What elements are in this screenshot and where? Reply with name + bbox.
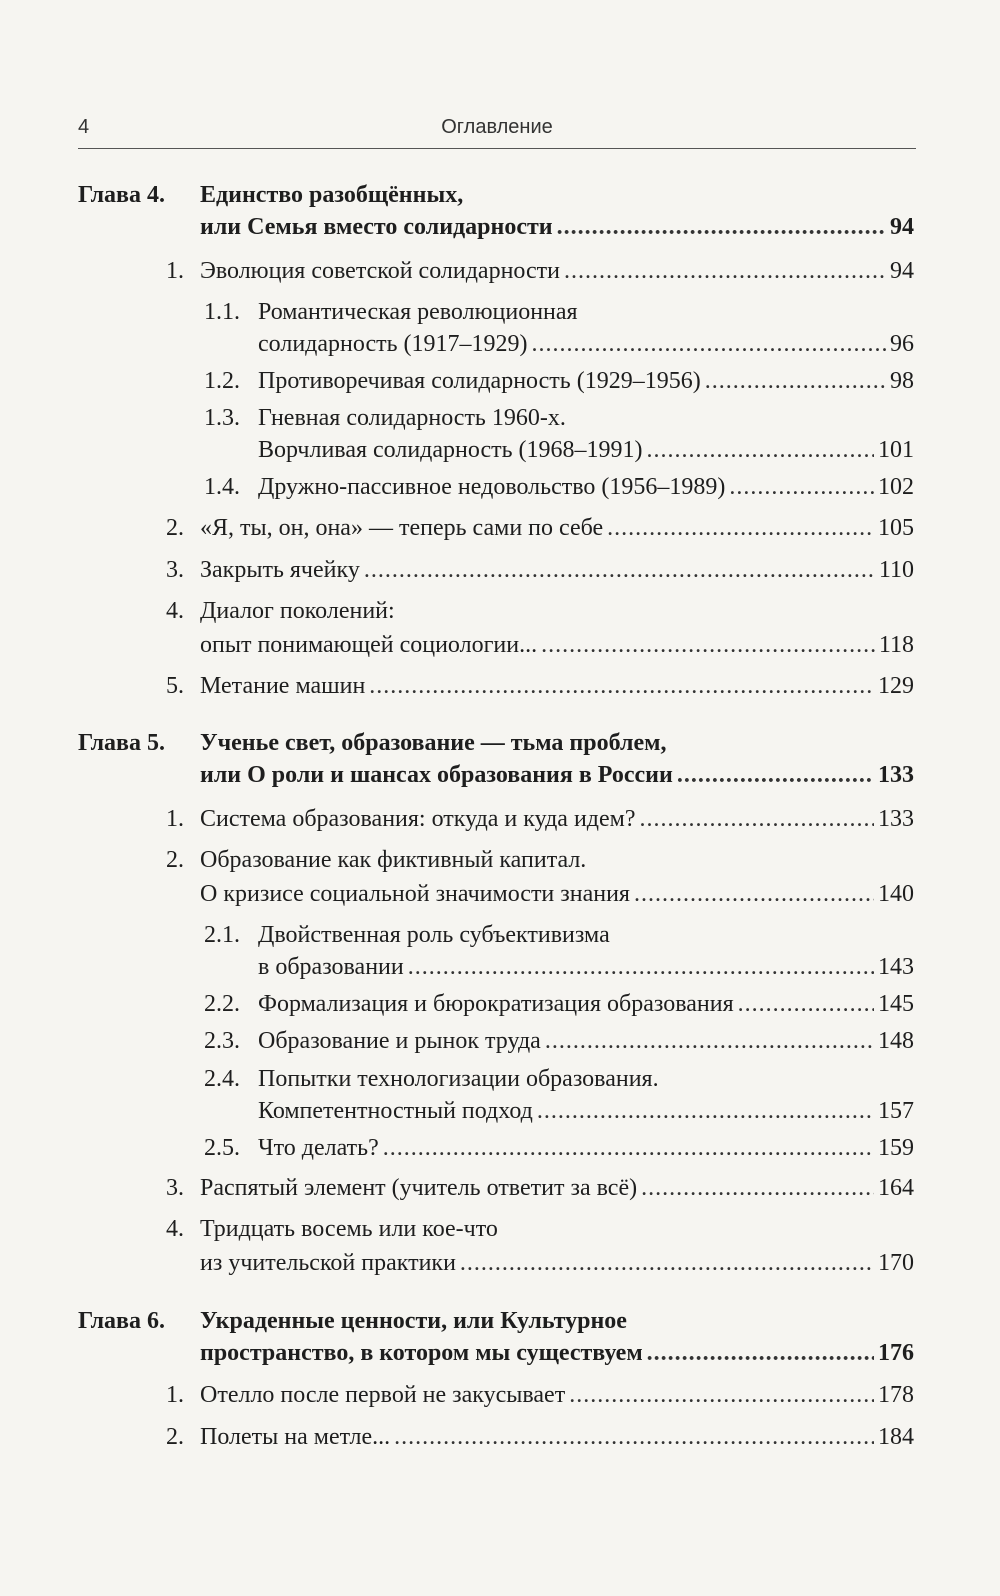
section-title: Романтическая революционная: [258, 299, 578, 325]
dot-leader: [541, 630, 875, 660]
section-title: Дружно-пассивное недовольство (1956–1989): [258, 474, 726, 500]
section-page-number: 98: [890, 368, 914, 394]
toc-subsection: [204, 920, 914, 950]
toc-entry-continued: [258, 1096, 914, 1126]
chapter-heading: [78, 728, 914, 758]
section-number: 1.: [166, 806, 184, 832]
section-title-line2: в образовании: [258, 954, 404, 980]
chapter-heading: [78, 1306, 914, 1336]
section-number: 1.: [166, 1382, 184, 1408]
toc-subsection: [204, 403, 914, 433]
section-number: 1.2.: [204, 368, 240, 394]
section-title: Попытки технологизации образования.: [258, 1066, 659, 1092]
toc-entry-continued: [200, 630, 914, 660]
section-title: Тридцать восемь или кое-что: [200, 1216, 498, 1242]
dot-leader: [545, 1026, 874, 1056]
section-page-number: 118: [878, 632, 914, 658]
section-page-number: 133: [878, 806, 914, 832]
page-number: 4: [78, 116, 90, 138]
section-page-number: 101: [878, 437, 914, 463]
section-page-number: 170: [878, 1250, 914, 1276]
dot-leader: [705, 366, 886, 396]
section-number: 1.4.: [204, 474, 240, 500]
toc-subsection: [204, 366, 914, 396]
section-title: Гневная солидарность 1960-х.: [258, 405, 566, 431]
dot-leader: [607, 513, 874, 543]
section-page-number: 105: [878, 515, 914, 541]
dot-leader: [640, 804, 875, 834]
section-title: Распятый элемент (учитель ответит за всё): [200, 1175, 638, 1201]
section-number: 1.: [166, 258, 184, 284]
toc-entry-continued: [258, 952, 914, 982]
dot-leader: [557, 212, 886, 242]
section-page-number: 94: [890, 258, 914, 284]
section-page-number: 129: [878, 673, 914, 699]
section-number: 1.3.: [204, 405, 240, 431]
section-number: 2.5.: [204, 1135, 240, 1161]
toc-subsection: [204, 472, 914, 502]
section-page-number: 164: [878, 1175, 914, 1201]
section-number: 2.4.: [204, 1066, 240, 1092]
section-number: 2.: [166, 1424, 184, 1450]
section-page-number: 96: [890, 331, 914, 357]
section-title: Двойственная роль субъективизма: [258, 922, 610, 948]
chapter-heading: [78, 180, 914, 210]
section-page-number: 184: [878, 1424, 914, 1450]
section-title: Эволюция советской солидарности: [200, 258, 560, 284]
section-number: 3.: [166, 1175, 184, 1201]
section-number: 2.: [166, 515, 184, 541]
toc-entry-continued: [258, 435, 914, 465]
dot-leader: [564, 256, 886, 286]
section-title-line2: О кризисе социальной значимости знания: [200, 881, 630, 907]
section-title: Образование как фиктивный капитал.: [200, 847, 587, 873]
dot-leader: [641, 1173, 874, 1203]
chapter-heading-continued: [200, 1338, 914, 1368]
section-number: 2.: [166, 847, 184, 873]
section-number: 2.3.: [204, 1028, 240, 1054]
section-title: Диалог поколений:: [200, 598, 395, 624]
dot-leader: [364, 555, 875, 585]
toc-subsection: [204, 1133, 914, 1163]
section-page-number: 140: [878, 881, 914, 907]
section-title: Система образования: откуда и куда идем?: [200, 806, 636, 832]
dot-leader: [394, 1422, 874, 1452]
toc-section: [166, 1173, 914, 1203]
section-title: Метание машин: [200, 673, 366, 699]
section-title: Противоречивая солидарность (1929–1956): [258, 368, 701, 394]
section-number: 1.1.: [204, 299, 240, 325]
chapter-title: Ученье свет, образование — тьма проблем,: [200, 730, 667, 756]
toc-section: [166, 513, 914, 543]
dot-leader: [408, 952, 874, 982]
dot-leader: [569, 1380, 874, 1410]
section-title: Полеты на метле...: [200, 1424, 391, 1450]
section-page-number: 143: [878, 954, 914, 980]
toc-subsection: [204, 297, 914, 327]
chapter-title: Единство разобщённых,: [200, 182, 464, 208]
chapter-title-line2: пространство, в котором мы существуем: [200, 1340, 643, 1366]
chapter-page-number: 133: [878, 762, 914, 788]
toc-section: [166, 1380, 914, 1410]
toc-section: [166, 1214, 914, 1244]
section-number: 2.1.: [204, 922, 240, 948]
running-header: [78, 112, 916, 149]
section-title: Образование и рынок труда: [258, 1028, 541, 1054]
dot-leader: [460, 1248, 874, 1278]
dot-leader: [369, 671, 874, 701]
section-title: Формализация и бюрократизация образования: [258, 991, 734, 1017]
section-number: 2.2.: [204, 991, 240, 1017]
toc-subsection: [204, 1026, 914, 1056]
chapter-page-number: 94: [890, 214, 914, 240]
section-title-line2: из учительской практики: [200, 1250, 456, 1276]
section-title-line2: Ворчливая солидарность (1968–1991): [258, 437, 643, 463]
section-page-number: 157: [878, 1098, 914, 1124]
dot-leader: [537, 1096, 874, 1126]
toc-section: [166, 596, 914, 626]
section-page-number: 178: [878, 1382, 914, 1408]
toc-section: [166, 671, 914, 701]
section-number: 3.: [166, 557, 184, 583]
section-page-number: 148: [878, 1028, 914, 1054]
chapter-label: Глава 4.: [78, 182, 165, 208]
chapter-title-line2: или Семья вместо солидарности: [200, 214, 553, 240]
section-title-line2: солидарность (1917–1929): [258, 331, 528, 357]
section-number: 4.: [166, 598, 184, 624]
section-title: Закрыть ячейку: [200, 557, 360, 583]
dot-leader: [383, 1133, 874, 1163]
section-title: Что делать?: [258, 1135, 379, 1161]
toc-section: [166, 555, 914, 585]
chapter-title: Украденные ценности, или Культурное: [200, 1308, 627, 1334]
dot-leader: [532, 329, 886, 359]
chapter-label: Глава 5.: [78, 730, 165, 756]
toc-subsection: [204, 1064, 914, 1094]
section-title-line2: опыт понимающей социологии...: [200, 632, 538, 658]
toc-section: [166, 256, 914, 286]
section-page-number: 110: [878, 557, 914, 583]
section-title-line2: Компетентностный подход: [258, 1098, 533, 1124]
section-number: 4.: [166, 1216, 184, 1242]
dot-leader: [634, 879, 874, 909]
toc-entry-continued: [258, 329, 914, 359]
dot-leader: [647, 435, 874, 465]
toc-section: [166, 804, 914, 834]
chapter-heading-continued: [200, 760, 914, 790]
section-page-number: 145: [878, 991, 914, 1017]
chapter-title-line2: или О роли и шансах образования в России: [200, 762, 673, 788]
section-title: «Я, ты, он, она» — теперь сами по себе: [200, 515, 604, 541]
chapter-label: Глава 6.: [78, 1308, 165, 1334]
dot-leader: [647, 1338, 874, 1368]
chapter-heading-continued: [200, 212, 914, 242]
section-number: 5.: [166, 673, 184, 699]
section-title: Отелло после первой не закусывает: [200, 1382, 566, 1408]
toc-section: [166, 845, 914, 875]
running-title: Оглавление: [441, 116, 553, 138]
toc-section: [166, 1422, 914, 1452]
dot-leader: [677, 760, 874, 790]
dot-leader: [729, 472, 874, 502]
section-page-number: 159: [878, 1135, 914, 1161]
toc-subsection: [204, 989, 914, 1019]
toc-entry-continued: [200, 879, 914, 909]
section-page-number: 102: [878, 474, 914, 500]
dot-leader: [738, 989, 874, 1019]
toc-entry-continued: [200, 1248, 914, 1278]
chapter-page-number: 176: [878, 1340, 914, 1366]
